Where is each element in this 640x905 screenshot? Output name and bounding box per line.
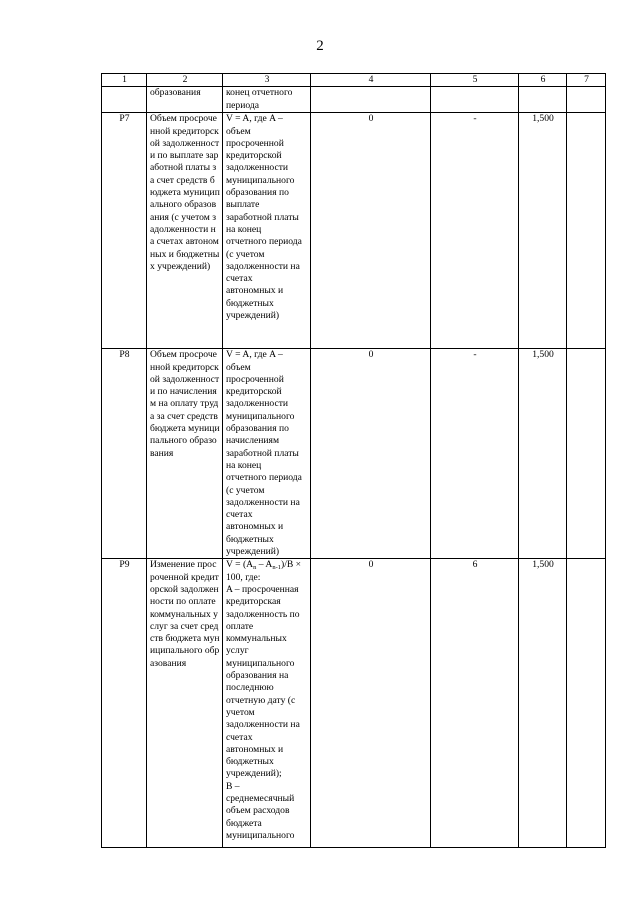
formula-line: конец отчетного [226, 87, 293, 99]
table-row [102, 559, 606, 848]
formula-line: кредиторской [226, 150, 282, 162]
formula-line: учетом [226, 706, 255, 718]
cell-col5 [431, 87, 519, 113]
cell-col7 [567, 559, 606, 848]
formula-line: на конец [226, 223, 262, 235]
formula-line: муниципального [226, 829, 295, 841]
formula-line: отчетную дату (с [226, 694, 296, 706]
formula-line: на конец [226, 459, 262, 471]
table-row [102, 113, 606, 349]
formula-line: образования по [226, 187, 289, 199]
cell-code: Р8 [102, 349, 147, 559]
column-header: 4 [311, 74, 431, 87]
formula-line: заработной платы [226, 447, 299, 459]
formula-line: муниципального [226, 410, 295, 422]
formula-line: счетах [226, 509, 253, 521]
cell-col6: 1,500 [519, 349, 567, 559]
formula-line: счетах [226, 731, 253, 743]
formula-line: оплате [226, 620, 254, 632]
formula-line: периода [226, 99, 259, 111]
cell-col5: 6 [431, 559, 519, 848]
cell-code: Р7 [102, 113, 147, 349]
formula-line: муниципального [226, 174, 295, 186]
formula-line: образования по [226, 423, 289, 435]
formula-line: последнюю [226, 682, 274, 694]
indicators-table [101, 73, 606, 848]
formula-line: B – [226, 780, 240, 792]
cell-col4: 0 [311, 113, 431, 349]
formula-line: кредиторской [226, 386, 282, 398]
cell-name: Изменение просроченной кредиторской задолженности по оплате коммунальных услуг за счет средств бюджета муниципального образования [147, 559, 223, 848]
cell-name: Объем просроченной кредиторской задолженности по начислениям на оплату труда за счет средств бюджета муниципального образования [147, 349, 223, 559]
formula-line: учреждений); [226, 768, 282, 780]
formula-line: задолженность по [226, 608, 300, 620]
formula-line: образования на [226, 670, 289, 682]
formula-line: задолженности [226, 162, 289, 174]
formula-line: просроченной [226, 373, 284, 385]
formula-line: $V = (A_n - A_{n-1})/B$ × [226, 559, 302, 572]
page-number: 2 [316, 38, 324, 54]
formula-line: автономных и [226, 743, 284, 755]
column-header: 7 [567, 74, 606, 87]
column-header: 1 [102, 74, 147, 87]
column-number-row [102, 74, 606, 87]
column-header: 2 [147, 74, 223, 87]
cell-col7 [567, 87, 606, 113]
formula-line: счетах [226, 273, 253, 285]
cell-col6: 1,500 [519, 559, 567, 848]
cell-formula [223, 559, 311, 848]
formula-line: V = A, где A – [226, 113, 283, 125]
cell-formula [223, 87, 311, 113]
formula-line: начислениям [226, 435, 280, 447]
formula-line: учреждений) [226, 310, 280, 322]
formula-line: выплате [226, 199, 260, 211]
formula-line: (с учетом [226, 484, 265, 496]
column-header: 5 [431, 74, 519, 87]
formula-line: 100, где: [226, 571, 261, 583]
formula-line: учреждений) [226, 546, 280, 558]
formula-line: бюджетных [226, 756, 274, 768]
formula-line: просроченной [226, 137, 284, 149]
formula-line: задолженности на [226, 496, 300, 508]
table-row [102, 349, 606, 559]
formula-line: автономных и [226, 285, 284, 297]
formula-line: бюджетных [226, 533, 274, 545]
formula-line: автономных и [226, 521, 284, 533]
formula-line: коммунальных [226, 633, 287, 645]
formula-line: объем [226, 361, 251, 373]
formula-line: бюджета [226, 817, 262, 829]
formula-line: кредиторская [226, 596, 281, 608]
formula-line: заработной платы [226, 211, 299, 223]
cell-col7 [567, 113, 606, 349]
cell-code: Р9 [102, 559, 147, 848]
formula-line: A – просроченная [226, 583, 299, 595]
formula-line: объем расходов [226, 805, 290, 817]
cell-col4: 0 [311, 559, 431, 848]
formula-line: задолженности на [226, 719, 300, 731]
continued-row [102, 87, 606, 113]
formula-line: отчетного периода [226, 472, 302, 484]
formula-line: задолженности на [226, 260, 300, 272]
cell-name: Объем просроченной кредиторской задолженности по выплате заработной платы за счет средств бюджета муниципального образования (с учетом задолженности на счетах автономных и бюджетных учреждений) [147, 113, 223, 349]
cell-col7 [567, 349, 606, 559]
cell-col4: 0 [311, 349, 431, 559]
cell-formula [223, 349, 311, 559]
formula-line: среднемесячный [226, 792, 295, 804]
formula-line: отчетного периода [226, 236, 302, 248]
formula-line: муниципального [226, 657, 295, 669]
formula-line: бюджетных [226, 297, 274, 309]
cell-col5: - [431, 113, 519, 349]
formula-line: услуг [226, 645, 249, 657]
column-header: 6 [519, 74, 567, 87]
column-header: 3 [223, 74, 311, 87]
cell-col4 [311, 87, 431, 113]
cell-col5: - [431, 349, 519, 559]
formula-line: объем [226, 125, 251, 137]
cell-formula [223, 113, 311, 349]
cell-code [102, 87, 147, 113]
formula-line: (с учетом [226, 248, 265, 260]
cell-col6: 1,500 [519, 113, 567, 349]
cell-name: образования [147, 87, 223, 113]
formula-line: V = A, где A – [226, 349, 283, 361]
cell-col6 [519, 87, 567, 113]
formula-line: задолженности [226, 398, 289, 410]
